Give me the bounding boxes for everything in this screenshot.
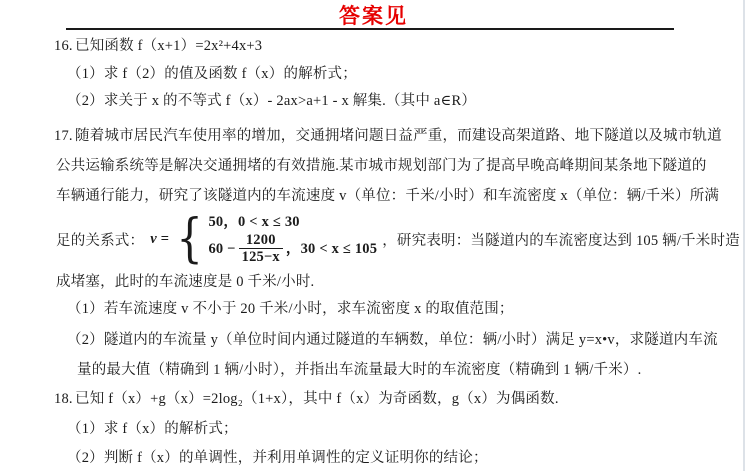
question-16-part1: （1）求 f（2）的值及函数 f（x）的解析式； bbox=[67, 66, 357, 82]
question-17-stem-line3: 车辆通行能力，研究了该隧道内的车流速度 v（单位：千米/小时）和车流密度 x（单位：辆/千米）所满 bbox=[56, 188, 720, 204]
question-17-piecewise-formula bbox=[56, 210, 740, 268]
fraction-numerator: 1200 bbox=[245, 232, 276, 248]
question-18-number: 18. bbox=[54, 391, 73, 407]
question-17-stem-text: 随着城市居民汽车使用率的增加，交通拥堵问题日益严重，而建设高架道路、地下隧道以及城市轨道 bbox=[75, 128, 722, 144]
question-17-part2-line1: （2）隧道内的车流量 y（单位时间内通过隧道的车辆数，单位：辆/小时）满足 y=x•v，求隧道内车流 bbox=[67, 332, 718, 348]
question-17-part2-line2: 量的最大值（精确到 1 辆/小时），并指出车流量最大时的车流密度（精确到 1 辆/千米）. bbox=[77, 362, 642, 378]
question-17-stem-line1 bbox=[54, 126, 722, 146]
formula-cases bbox=[208, 213, 377, 265]
formula-prefix: 足的关系式： bbox=[56, 232, 145, 249]
formula-case1: 50，0 < x ≤ 30 bbox=[208, 214, 300, 230]
formula-lhs: v = bbox=[150, 230, 170, 247]
fraction-denominator: 125−x bbox=[239, 248, 283, 265]
question-18-stem bbox=[54, 389, 559, 409]
question-16-part2: （2）求关于 x 的不等式 f（x）- 2ax>a+1 - x 解集.（其中 a∈R） bbox=[67, 93, 477, 109]
formula-suffix-text: ，研究表明：当隧道内的车流密度达到 105 辆/千米时造 bbox=[382, 232, 740, 249]
formula-case2-head: 60 − bbox=[208, 240, 236, 257]
page-right-edge bbox=[743, 0, 745, 471]
question-18-part2: （2）判断 f（x）的单调性，并利用单调性的定义证明你的结论； bbox=[67, 450, 488, 466]
question-16-number: 16. bbox=[54, 38, 73, 54]
formula-fraction bbox=[239, 232, 283, 265]
question-17-part1: （1）若车流速度 v 不小于 20 千米/小时，求车流密度 x 的取值范围； bbox=[67, 301, 514, 317]
question-17-stem-line5: 成堵塞，此时的车流速度是 0 千米/小时. bbox=[56, 274, 315, 290]
formula-case2-tail: ，30 < x ≤ 105 bbox=[285, 240, 378, 257]
question-17-stem-line2: 公共运输系统等是解决交通拥堵的有效措施.某市城市规划部门为了提高早晚高峰期间某条地下隧道的 bbox=[56, 158, 707, 174]
left-brace: { bbox=[176, 209, 204, 269]
header-divider bbox=[66, 28, 674, 30]
question-18-stem-text: 已知 f（x）+g（x）=2log₂（1+x），其中 f（x）为奇函数，g（x）为偶函数. bbox=[75, 391, 559, 407]
formula-case2 bbox=[208, 232, 377, 265]
question-16-stem bbox=[54, 36, 262, 56]
page-title: 答案见 bbox=[339, 4, 408, 28]
question-16-stem-text: 已知函数 f（x+1）=2x²+4x+3 bbox=[75, 38, 263, 54]
question-18-part1: （1）求 f（x）的解析式； bbox=[67, 421, 238, 437]
question-17-number: 17. bbox=[54, 128, 73, 144]
